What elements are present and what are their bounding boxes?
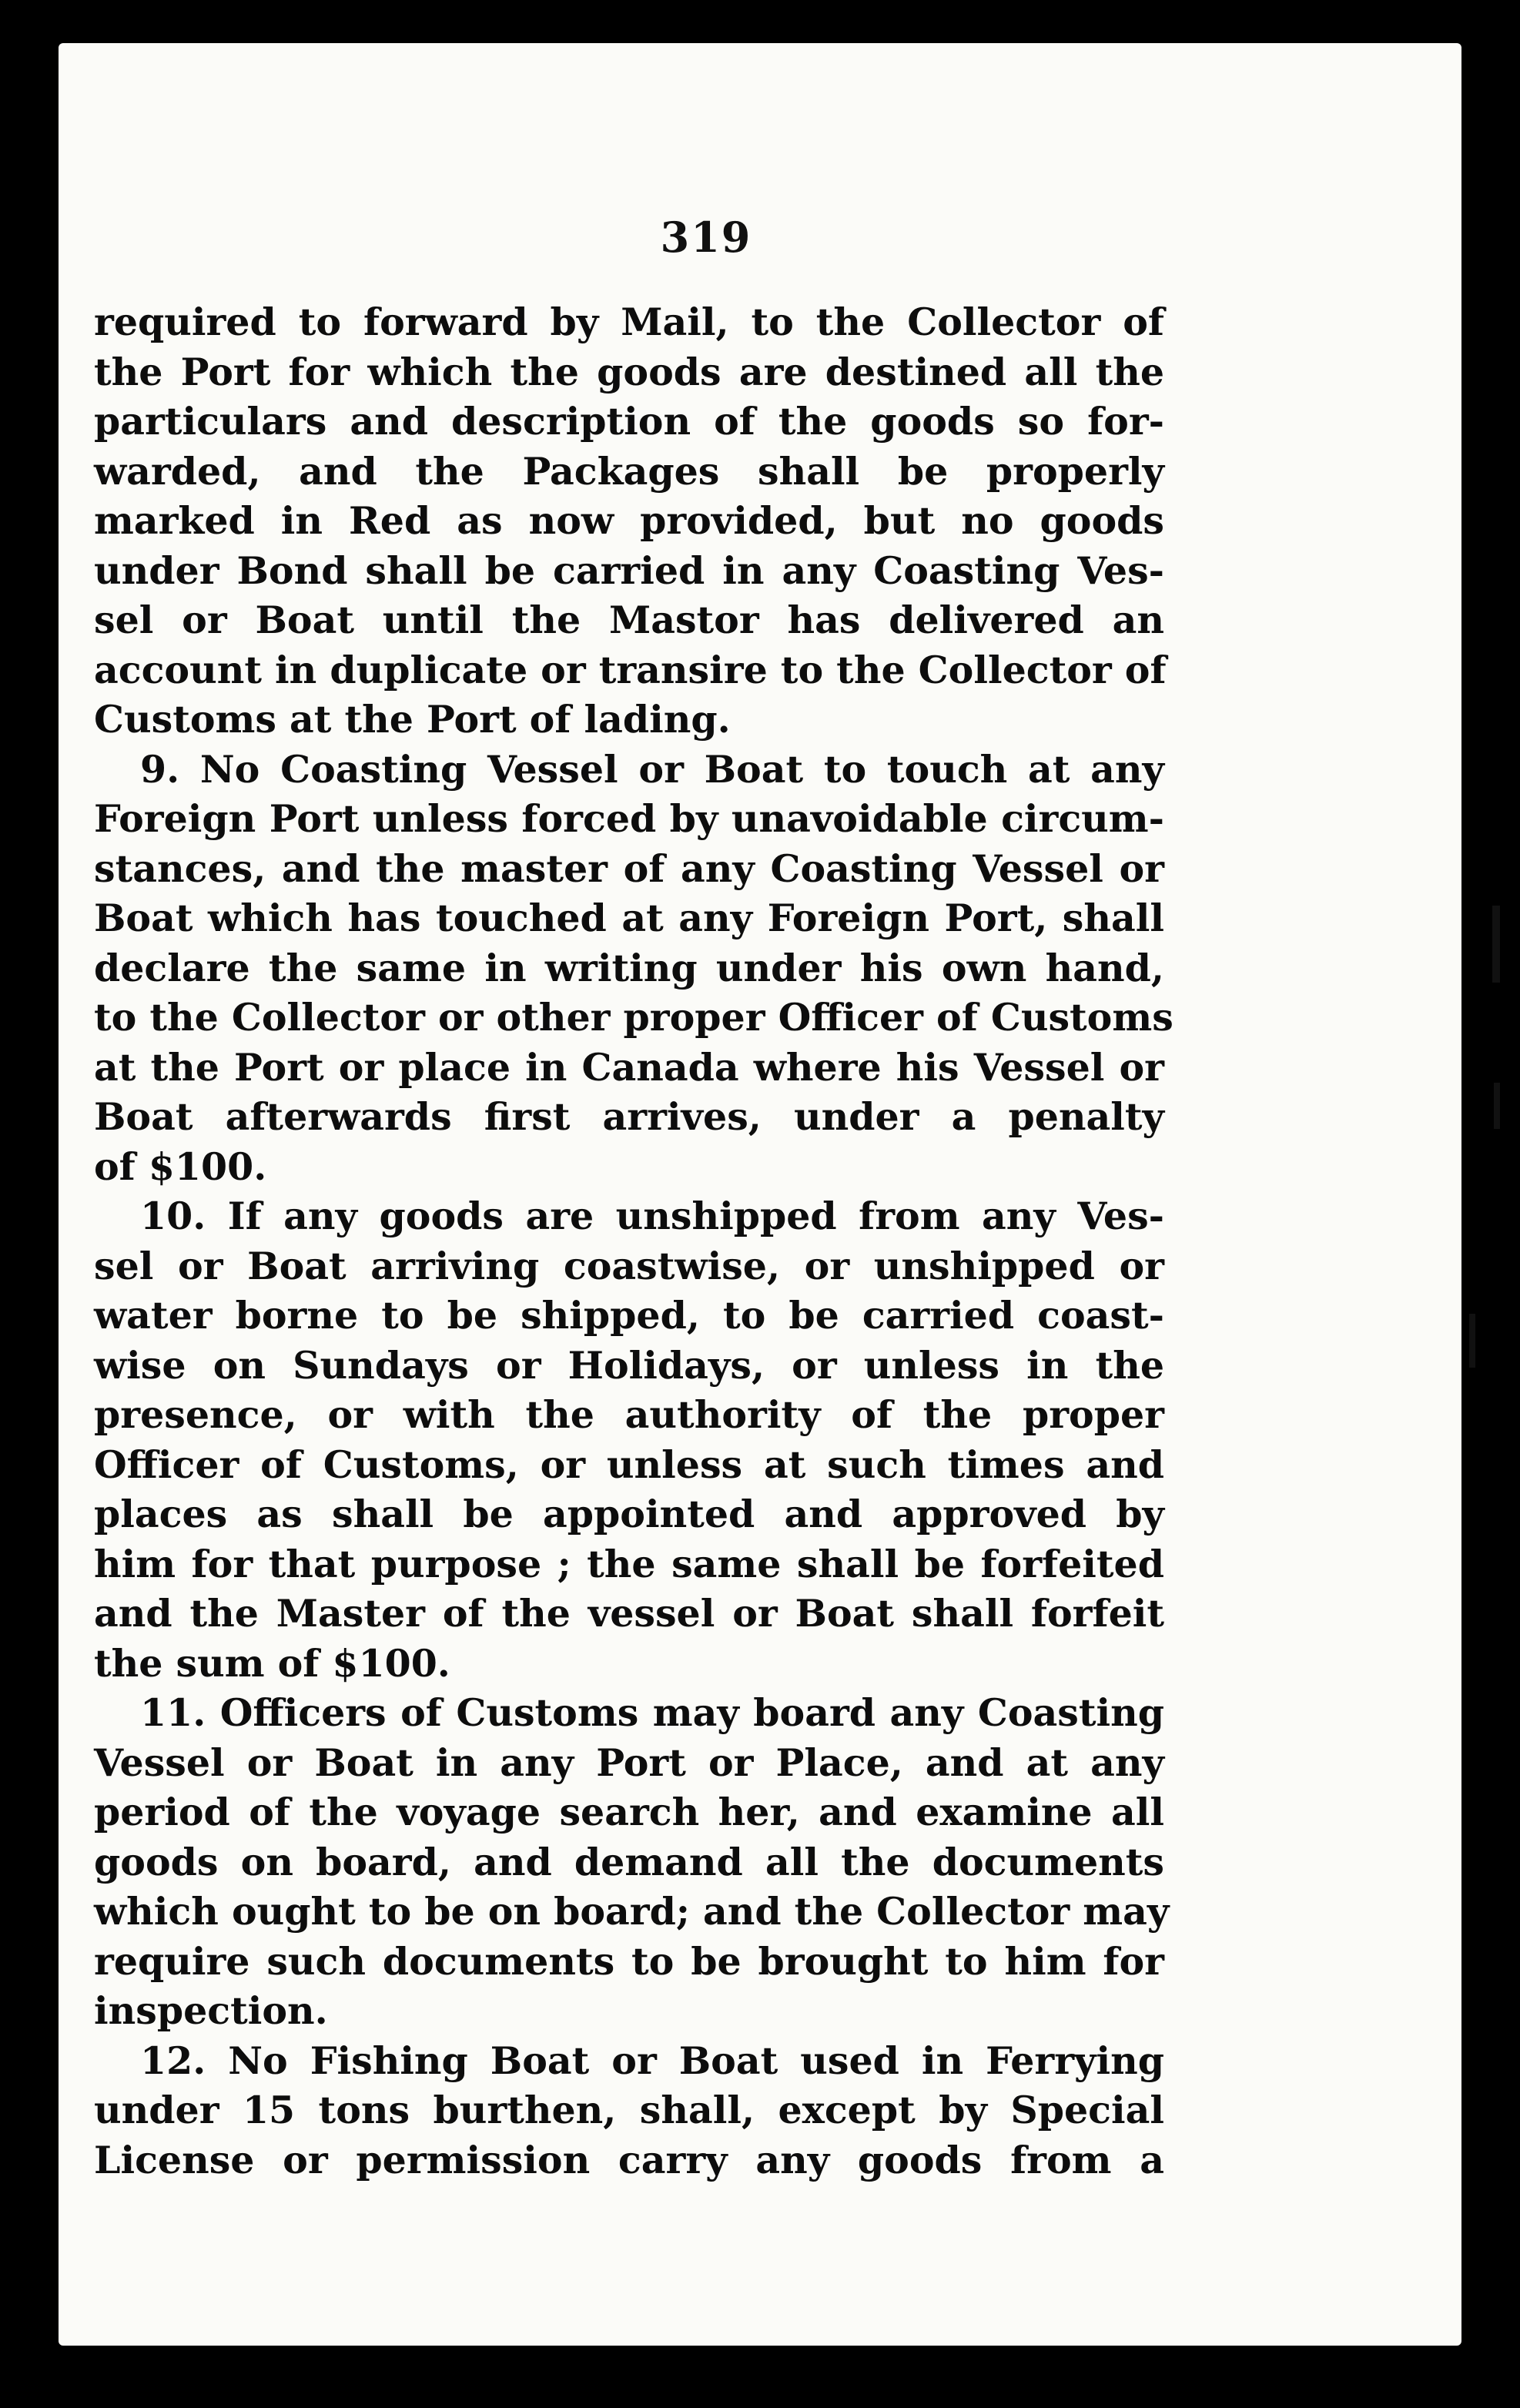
text-line: Customs at the Port of lading. bbox=[94, 697, 731, 742]
scan-mark bbox=[1494, 1083, 1500, 1129]
text-line: sel or Boat arriving coastwise, or unshipped or bbox=[94, 1243, 1164, 1288]
text-line: warded, and the Packages shall be properly bbox=[94, 448, 1164, 494]
text-line: and the Master of the vessel or Boat shall forfeit bbox=[94, 1591, 1164, 1636]
text-line: declare the same in writing under his own hand, bbox=[94, 945, 1164, 990]
text-line: the Port for which the goods are destined all the bbox=[94, 349, 1164, 394]
section-11-start: 11. Officers of Customs may board any Coasting bbox=[140, 1690, 1164, 1735]
text-line: water borne to be shipped, to be carried coast- bbox=[94, 1293, 1164, 1338]
text-line: particulars and description of the goods so for- bbox=[94, 399, 1164, 444]
text-line: places as shall be appointed and approved by bbox=[94, 1492, 1164, 1536]
body-text bbox=[94, 297, 1173, 2185]
text-line: sel or Boat until the Mastor has delivered an bbox=[94, 598, 1164, 642]
text-line: under 15 tons burthen, shall, except by Special bbox=[94, 2088, 1164, 2132]
text-line: under Bond shall be carried in any Coasting Ves- bbox=[94, 548, 1164, 593]
text-line: presence, or with the authority of the proper bbox=[94, 1392, 1164, 1437]
text-line: Boat which has touched at any Foreign Port, shall bbox=[94, 896, 1164, 940]
text-line: marked in Red as now provided, but no goods bbox=[94, 498, 1164, 543]
text-line: which ought to be on board; and the Collector may bbox=[94, 1889, 1170, 1934]
text-line: Vessel or Boat in any Port or Place, and at any bbox=[94, 1740, 1164, 1785]
scan-mark bbox=[1469, 1314, 1475, 1368]
text-line: at the Port or place in Canada where his Vessel or bbox=[94, 1044, 1164, 1090]
text-line: required to forward by Mail, to the Collector of bbox=[94, 300, 1164, 344]
text-line: require such documents to be brought to him for bbox=[94, 1938, 1164, 1984]
text-line: Boat afterwards first arrives, under a penalty bbox=[94, 1094, 1164, 1139]
page-number: 319 bbox=[660, 213, 752, 262]
text-line: account in duplicate or transire to the Collector of bbox=[94, 647, 1167, 692]
section-10-start: 10. If any goods are unshipped from any Ves- bbox=[140, 1194, 1164, 1238]
scan-mark bbox=[1492, 906, 1500, 983]
section-12-start: 12. No Fishing Boat or Boat used in Ferrying bbox=[140, 2038, 1164, 2083]
scanned-page bbox=[59, 43, 1461, 2346]
text-line: Officer of Customs, or unless at such times and bbox=[94, 1442, 1164, 1487]
text-line: inspection. bbox=[94, 1988, 328, 2033]
section-9-start: 9. No Coasting Vessel or Boat to touch at any bbox=[140, 746, 1164, 792]
text-line: wise on Sundays or Holidays, or unless in the bbox=[94, 1342, 1164, 1388]
text-line: him for that purpose ; the same shall be forfeited bbox=[94, 1541, 1164, 1586]
text-line: goods on board, and demand all the documents bbox=[94, 1839, 1164, 1884]
text-line: of $100. bbox=[94, 1144, 267, 1189]
text-line: stances, and the master of any Coasting Vessel or bbox=[94, 846, 1164, 891]
text-line: period of the voyage search her, and examine all bbox=[94, 1790, 1164, 1834]
text-line: License or permission carry any goods from a bbox=[94, 2137, 1164, 2182]
text-line: to the Collector or other proper Officer of Customs bbox=[94, 995, 1173, 1040]
text-line: the sum of $100. bbox=[94, 1640, 450, 1686]
text-line: Foreign Port unless forced by unavoidable circum- bbox=[94, 796, 1164, 841]
